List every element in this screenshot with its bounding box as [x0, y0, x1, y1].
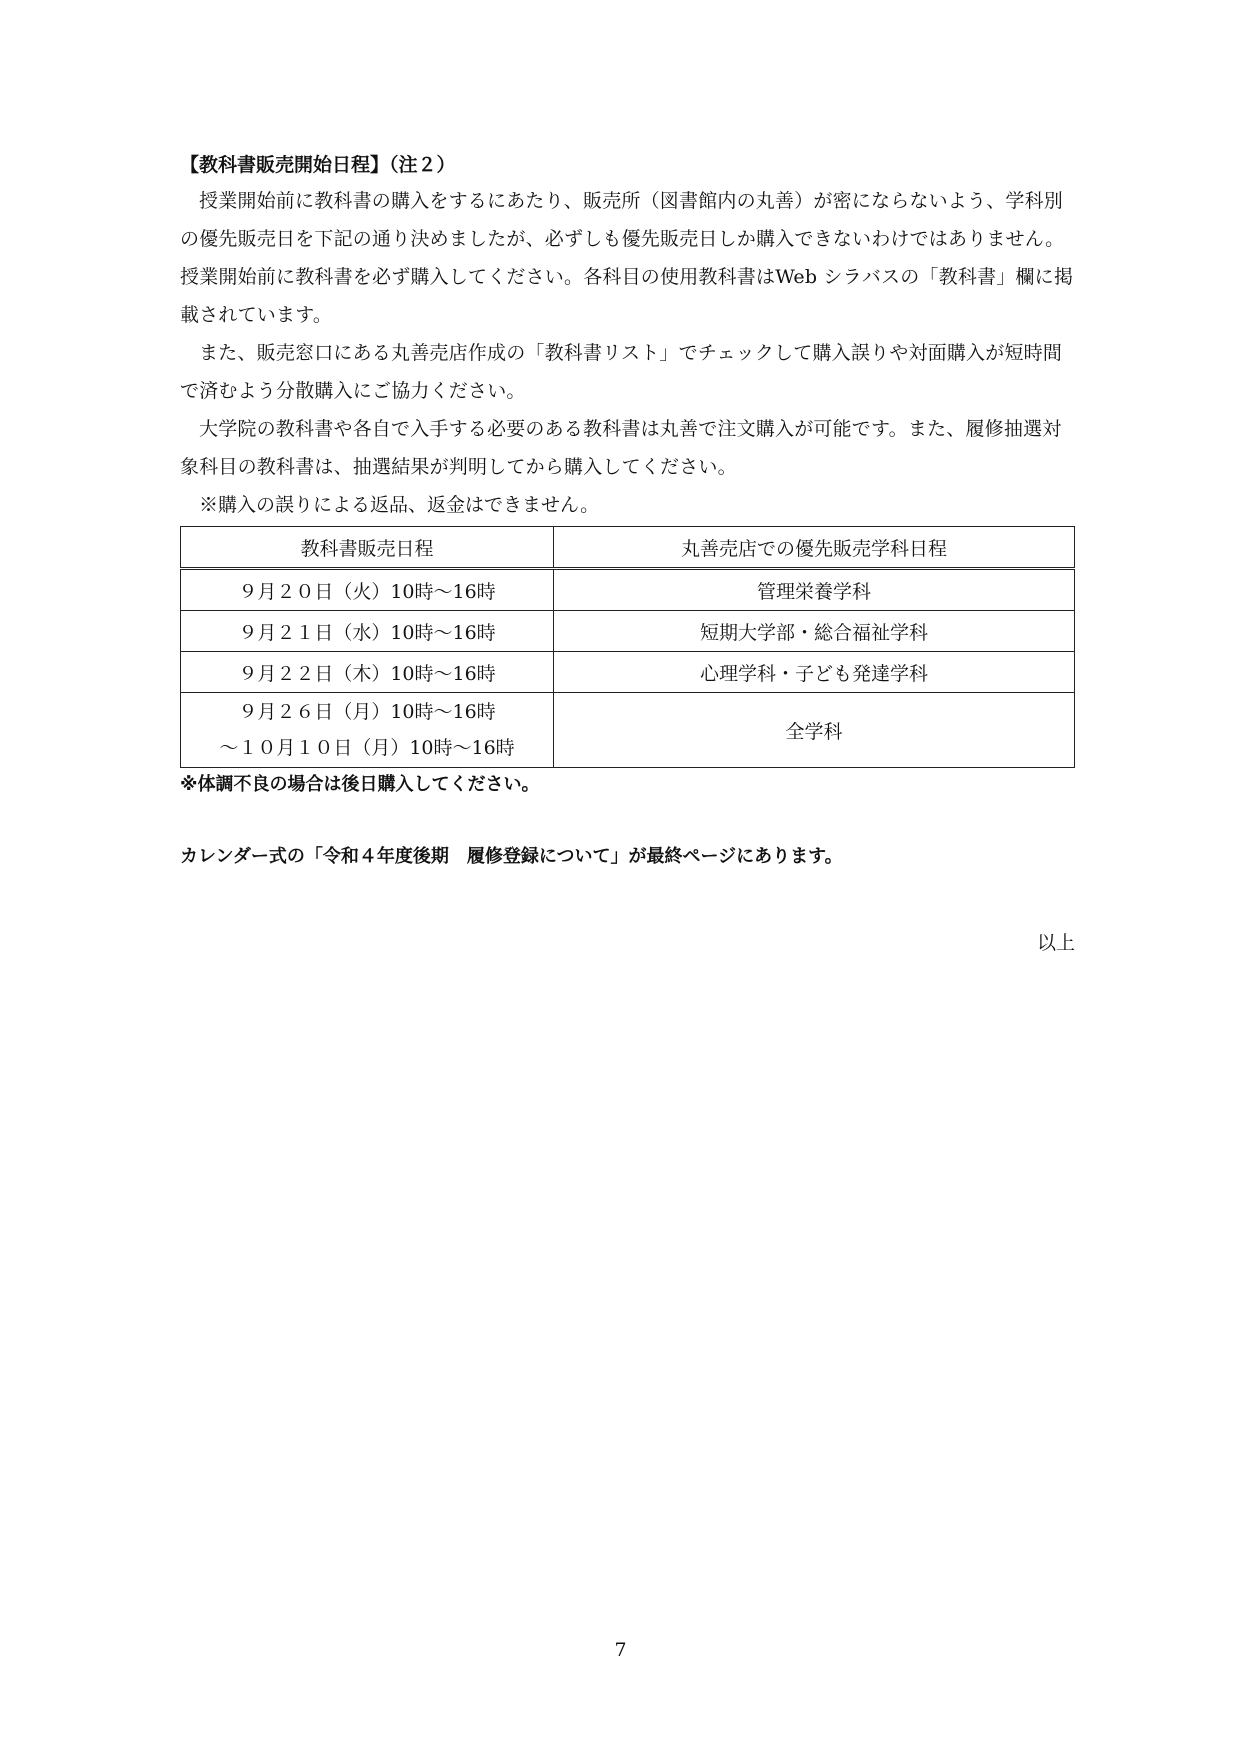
section-heading: 【教科書販売開始日程】（注２） — [180, 154, 456, 176]
table-header-row — [181, 527, 1075, 569]
table-row — [181, 693, 1075, 768]
no-refund-note: ※購入の誤りによる返品、返金はできません。 — [199, 494, 600, 516]
priority-department: 全学科 — [554, 693, 1075, 768]
header-sales-schedule: 教科書販売日程 — [181, 527, 554, 569]
sales-schedule-table — [180, 526, 1075, 768]
schedule-date: ９月２２日（木）10時～16時 — [181, 652, 554, 693]
schedule-date: ９月２１日（水）10時～16時 — [181, 611, 554, 652]
document-body — [180, 148, 1075, 960]
page-number: 7 — [614, 1639, 627, 1661]
priority-department: 短期大学部・総合福祉学科 — [554, 611, 1075, 652]
schedule-date-start: ９月２６日（月）10時～16時 — [238, 701, 496, 723]
header-priority-department: 丸善売店での優先販売学科日程 — [554, 527, 1075, 569]
table-row — [181, 611, 1075, 652]
table-row — [181, 569, 1075, 611]
schedule-date: ９月２０日（火）10時～16時 — [181, 569, 554, 611]
paragraph-distributed-purchase: また、販売窓口にある丸善売店作成の「教科書リスト」でチェックして購入誤りや対面購入が短時間で済むよう分散購入にご協力ください。 — [180, 342, 1063, 402]
priority-department: 管理栄養学科 — [554, 569, 1075, 611]
table-row — [181, 652, 1075, 693]
paragraph-graduate-textbooks: 大学院の教科書や各自で入手する必要のある教科書は丸善で注文購入が可能です。また、履修抽選対象科目の教科書は、抽選結果が判明してから購入してください。 — [180, 418, 1062, 478]
schedule-date-range — [181, 693, 554, 768]
priority-department: 心理学科・子ども発達学科 — [554, 652, 1075, 693]
schedule-date-end: ～１０月１０日（月）10時～16時 — [219, 737, 515, 759]
closing-mark: 以上 — [1036, 932, 1075, 954]
paragraph-textbook-purchase: 授業開始前に教科書の購入をするにあたり、販売所（図書館内の丸善）が密にならないよう、学科別の優先販売日を下記の通り決めましたが、必ずしも優先販売日しか購入できないわけではありません。授業開始前に教科書を必ず購入してください。各科目の使用教科書はWeb シラバスの「教科書」欄に掲載されています。 — [180, 190, 1074, 326]
calendar-note: カレンダー式の「令和４年度後期 履修登録について」が最終ページにあります。 — [180, 846, 843, 867]
health-note: ※体調不良の場合は後日購入してください。 — [180, 774, 540, 795]
